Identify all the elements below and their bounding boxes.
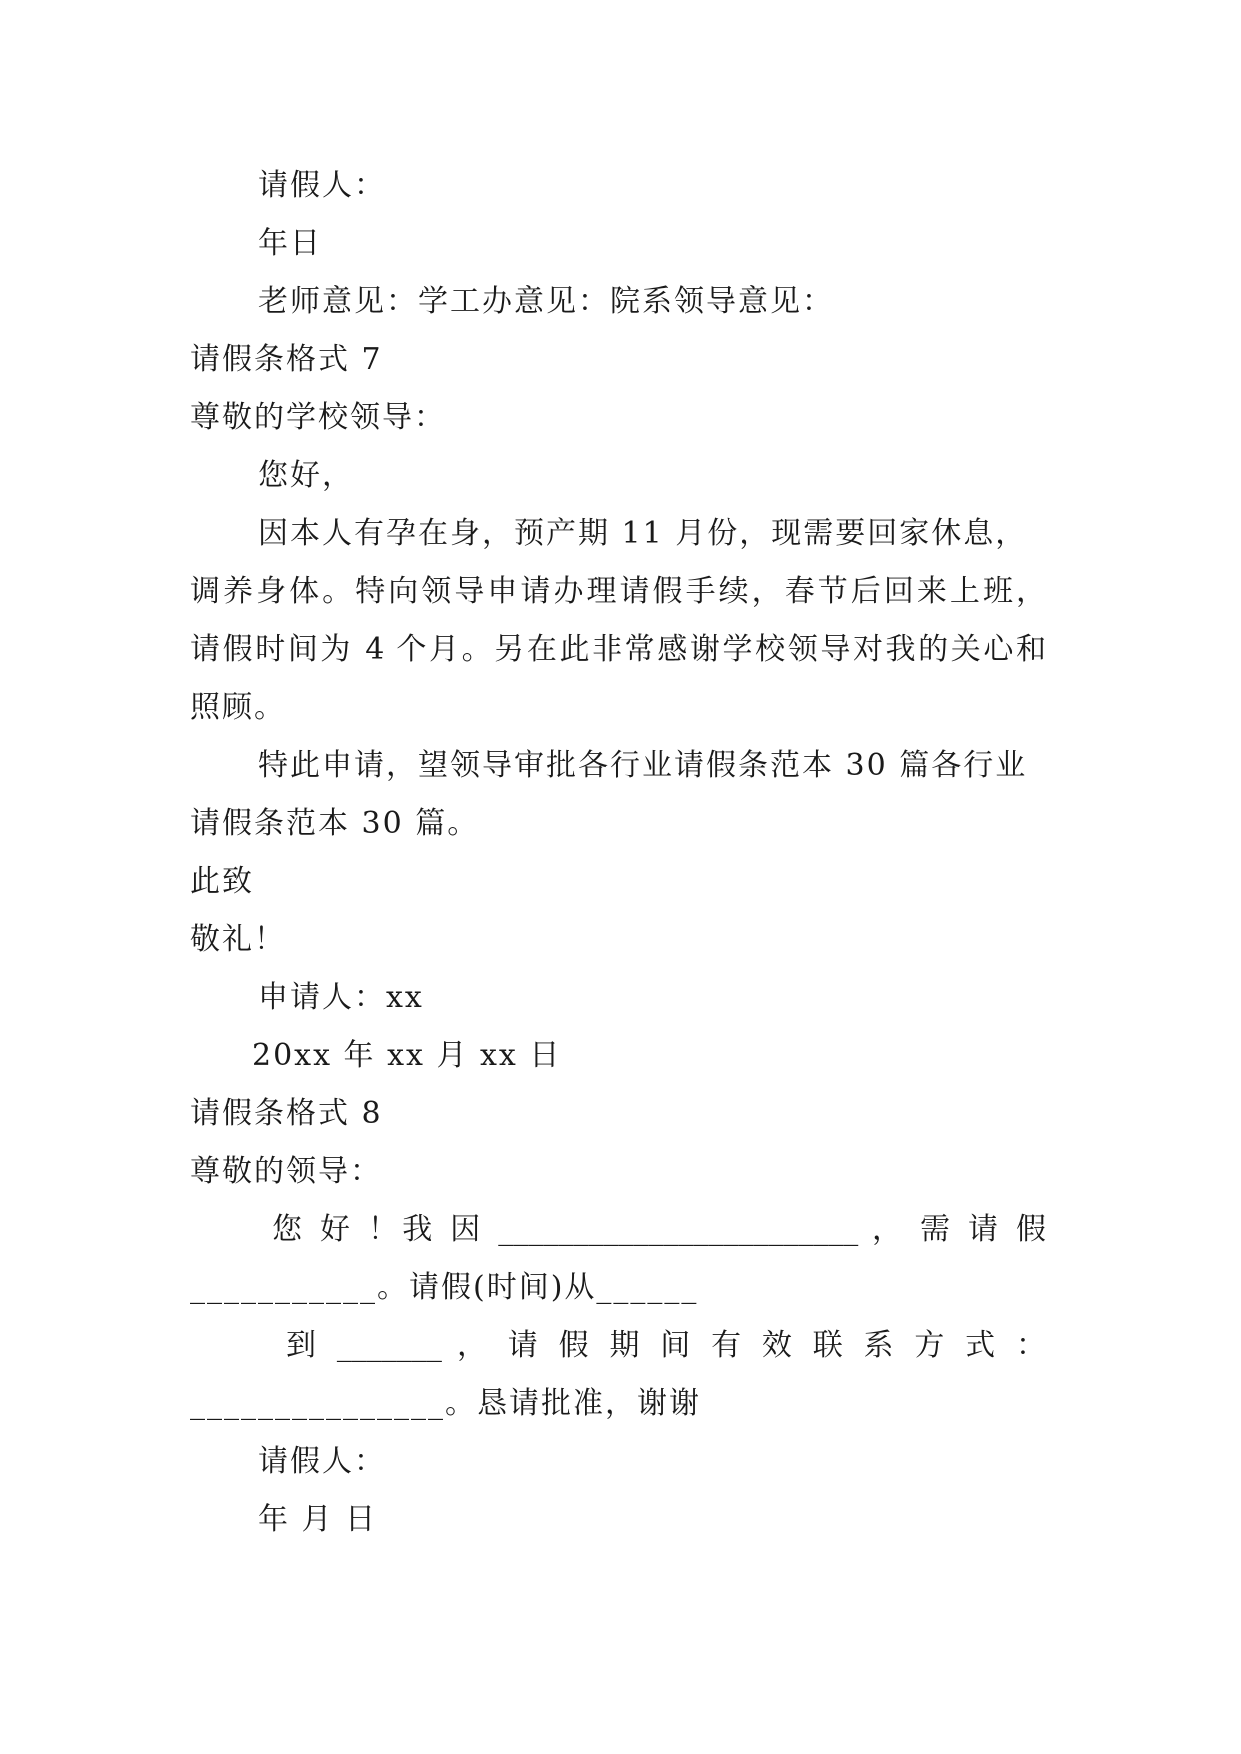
closing-salute: 敬礼！	[190, 922, 286, 957]
body-paragraph-line: 请假时间为 4 个月。另在此非常感谢学校领导对我的关心和	[190, 632, 1046, 667]
body-paragraph-line: 照顾。	[190, 690, 286, 725]
opinions-line: 老师意见：学工办意见：院系领导意见：	[258, 284, 834, 319]
form-line: 您 好 ！我 因 ________________________ ， 需 请 假	[272, 1212, 1046, 1247]
salutation: 尊敬的学校领导：	[190, 400, 446, 435]
section-heading-7: 请假条格式 7	[190, 342, 383, 377]
greeting: 您好，	[258, 458, 354, 493]
request-paragraph-line: 特此申请，望领导审批各行业请假条范本 30 篇各行业	[258, 748, 1028, 783]
body-paragraph-line: 因本人有孕在身，预产期 11 月份，现需要回家休息，	[258, 516, 1028, 551]
date-line: 年 月 日	[258, 1502, 378, 1537]
form-line: 到 _______ ， 请 假 期 间 有 效 联 系 方 式 ：	[286, 1328, 1046, 1363]
applicant-label: 请假人：	[258, 168, 386, 203]
signature-date: 20xx 年 xx 月 xx 日	[252, 1038, 562, 1073]
request-paragraph-line: 请假条范本 30 篇。	[190, 806, 480, 841]
signature-applicant: 申请人：xx	[258, 980, 424, 1015]
date-line: 年日	[258, 226, 322, 261]
form-line: ___________。请假(时间)从______	[190, 1270, 699, 1305]
salutation: 尊敬的领导：	[190, 1154, 382, 1189]
closing-line: 此致	[190, 864, 254, 899]
applicant-label: 请假人：	[258, 1444, 386, 1479]
section-heading-8: 请假条格式 8	[190, 1096, 383, 1131]
form-line: _______________。恳请批准，谢谢	[190, 1386, 701, 1421]
body-paragraph-line: 调养身体。特向领导申请办理请假手续，春节后回来上班，	[190, 574, 1046, 609]
